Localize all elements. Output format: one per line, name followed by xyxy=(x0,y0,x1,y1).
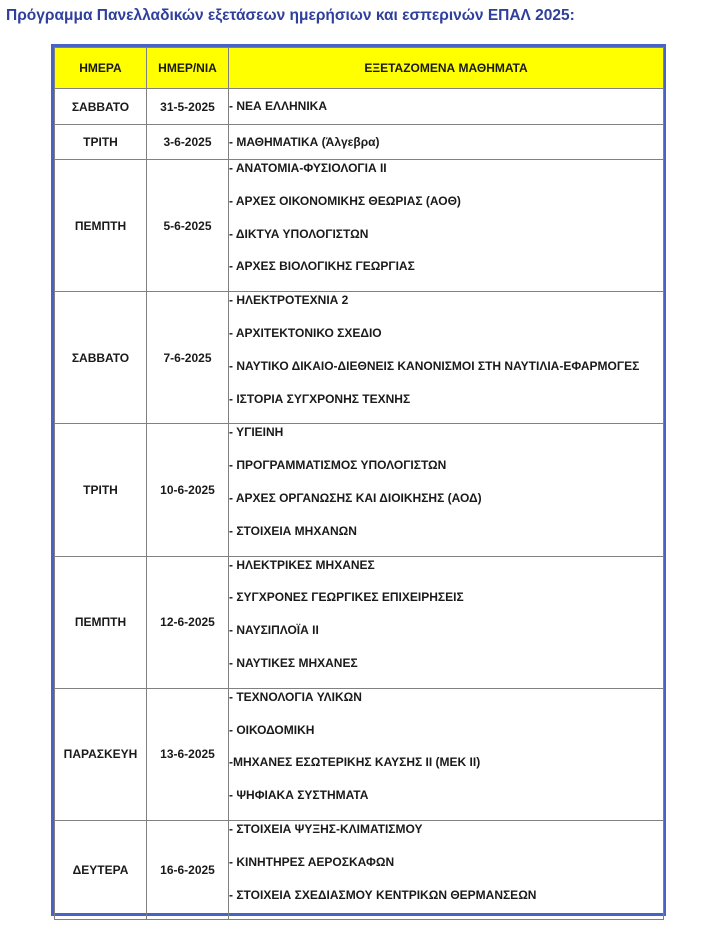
subject-item: - ΑΡΧΙΤΕΚΤΟΝΙΚΟ ΣΧΕΔΙΟ xyxy=(229,325,382,340)
subjects-cell xyxy=(229,688,664,820)
subject-item: - ΥΓΙΕΙΝΗ xyxy=(229,425,284,440)
subject-item: -ΜΗΧΑΝΕΣ ΕΣΩΤΕΡΙΚΗΣ ΚΑΥΣΗΣ ΙΙ (ΜΕΚ ΙΙ) xyxy=(229,755,481,770)
table-row xyxy=(55,292,664,424)
subject-item: - ΗΛΕΚΤΡΟΤΕΧΝΙΑ 2 xyxy=(229,293,349,308)
table-row xyxy=(55,160,664,292)
page-title: Πρόγραμμα Πανελλαδικών εξετάσεων ημερήσιων και εσπερινών ΕΠΑΛ 2025: xyxy=(6,7,575,24)
subject-item: - ΟΙΚΟΔΟΜΙΚΗ xyxy=(229,722,315,737)
table-header-row xyxy=(55,48,664,89)
subject-item: - ΝΑΥΣΙΠΛΟΪΑ ΙΙ xyxy=(229,623,319,638)
table-row xyxy=(55,89,664,125)
date-cell: 16-6-2025 xyxy=(147,820,229,919)
subject-item: - ΑΡΧΕΣ ΒΙΟΛΟΓΙΚΗΣ ΓΕΩΡΓΙΑΣ xyxy=(229,259,415,274)
subject-item: - ΔΙΚΤΥΑ ΥΠΟΛΟΓΙΣΤΩΝ xyxy=(229,226,369,241)
subject-item: - ΨΗΦΙΑΚΑ ΣΥΣΤΗΜΑΤΑ xyxy=(229,788,369,803)
header-day: ΗΜΕΡΑ xyxy=(55,48,147,89)
day-cell: ΠΕΜΠΤΗ xyxy=(55,160,147,292)
date-cell: 3-6-2025 xyxy=(147,125,229,160)
table-row xyxy=(55,424,664,556)
header-date: ΗΜΕΡ/ΝΙΑ xyxy=(147,48,229,89)
day-cell: ΣΑΒΒΑΤΟ xyxy=(55,292,147,424)
subject-item: - ΝΑΥΤΙΚΕΣ ΜΗΧΑΝΕΣ xyxy=(229,655,358,670)
table-row xyxy=(55,820,664,919)
subjects-cell xyxy=(229,292,664,424)
exam-schedule-table xyxy=(54,47,664,920)
subject-item: - ΜΑΘΗΜΑΤΙΚΑ (Άλγεβρα) xyxy=(229,135,380,149)
schedule-frame xyxy=(51,44,666,916)
table-row xyxy=(55,556,664,688)
header-subjects: ΕΞΕΤΑΖΟΜΕΝΑ ΜΑΘΗΜΑΤΑ xyxy=(229,48,664,89)
subject-item: - ΑΝΑΤΟΜΙΑ-ΦΥΣΙΟΛΟΓΙΑ ΙΙ xyxy=(229,161,387,175)
subject-item: - ΙΣΤΟΡΙΑ ΣΥΓΧΡΟΝΗΣ ΤΕΧΝΗΣ xyxy=(229,391,411,406)
subject-item: - ΑΡΧΕΣ ΟΙΚΟΝΟΜΙΚΗΣ ΘΕΩΡΙΑΣ (ΑΟΘ) xyxy=(229,193,461,208)
subject-item: - ΣΥΓΧΡΟΝΕΣ ΓΕΩΡΓΙΚΕΣ ΕΠΙΧΕΙΡΗΣΕΙΣ xyxy=(229,590,464,605)
subject-item: - ΝΑΥΤΙΚΟ ΔΙΚΑΙΟ-ΔΙΕΘΝΕΙΣ ΚΑΝΟΝΙΣΜΟΙ ΣΤΗ ΝΑΥΤΙΛΙΑ-ΕΦΑΡΜΟΓΕΣ xyxy=(229,358,640,373)
date-cell: 7-6-2025 xyxy=(147,292,229,424)
day-cell: ΠΑΡΑΣΚΕΥΗ xyxy=(55,688,147,820)
subjects-cell xyxy=(229,125,664,160)
subject-item: - ΣΤΟΙΧΕΙΑ ΨΥΞΗΣ-ΚΛΙΜΑΤΙΣΜΟΥ xyxy=(229,821,423,836)
subjects-cell xyxy=(229,89,664,125)
date-cell: 13-6-2025 xyxy=(147,688,229,820)
day-cell: ΣΑΒΒΑΤΟ xyxy=(55,89,147,125)
subject-item: - ΗΛΕΚΤΡΙΚΕΣ ΜΗΧΑΝΕΣ xyxy=(229,557,375,572)
date-cell: 5-6-2025 xyxy=(147,160,229,292)
day-cell: ΔΕΥΤΕΡΑ xyxy=(55,820,147,919)
table-row xyxy=(55,125,664,160)
subjects-cell xyxy=(229,820,664,919)
date-cell: 10-6-2025 xyxy=(147,424,229,556)
day-cell: ΤΡΙΤΗ xyxy=(55,125,147,160)
subjects-cell xyxy=(229,160,664,292)
subject-item: - ΣΤΟΙΧΕΙΑ ΜΗΧΑΝΩΝ xyxy=(229,523,357,538)
table-row xyxy=(55,688,664,820)
day-cell: ΠΕΜΠΤΗ xyxy=(55,556,147,688)
subject-item: - ΑΡΧΕΣ ΟΡΓΑΝΩΣΗΣ ΚΑΙ ΔΙΟΙΚΗΣΗΣ (ΑΟΔ) xyxy=(229,490,482,505)
date-cell: 31-5-2025 xyxy=(147,89,229,125)
subject-item: - ΚΙΝΗΤΗΡΕΣ ΑΕΡΟΣΚΑΦΩΝ xyxy=(229,854,395,869)
subject-item: - ΤΕΧΝΟΛΟΓΙΑ ΥΛΙΚΩΝ xyxy=(229,689,362,704)
subject-item: - ΣΤΟΙΧΕΙΑ ΣΧΕΔΙΑΣΜΟΥ ΚΕΝΤΡΙΚΩΝ ΘΕΡΜΑΝΣΕΩΝ xyxy=(229,887,537,902)
subjects-cell xyxy=(229,424,664,556)
subject-item: - ΠΡΟΓΡΑΜΜΑΤΙΣΜΟΣ ΥΠΟΛΟΓΙΣΤΩΝ xyxy=(229,458,447,473)
subject-item: - ΝΕΑ ΕΛΛΗΝΙΚΑ xyxy=(229,99,328,113)
day-cell: ΤΡΙΤΗ xyxy=(55,424,147,556)
date-cell: 12-6-2025 xyxy=(147,556,229,688)
subjects-cell xyxy=(229,556,664,688)
